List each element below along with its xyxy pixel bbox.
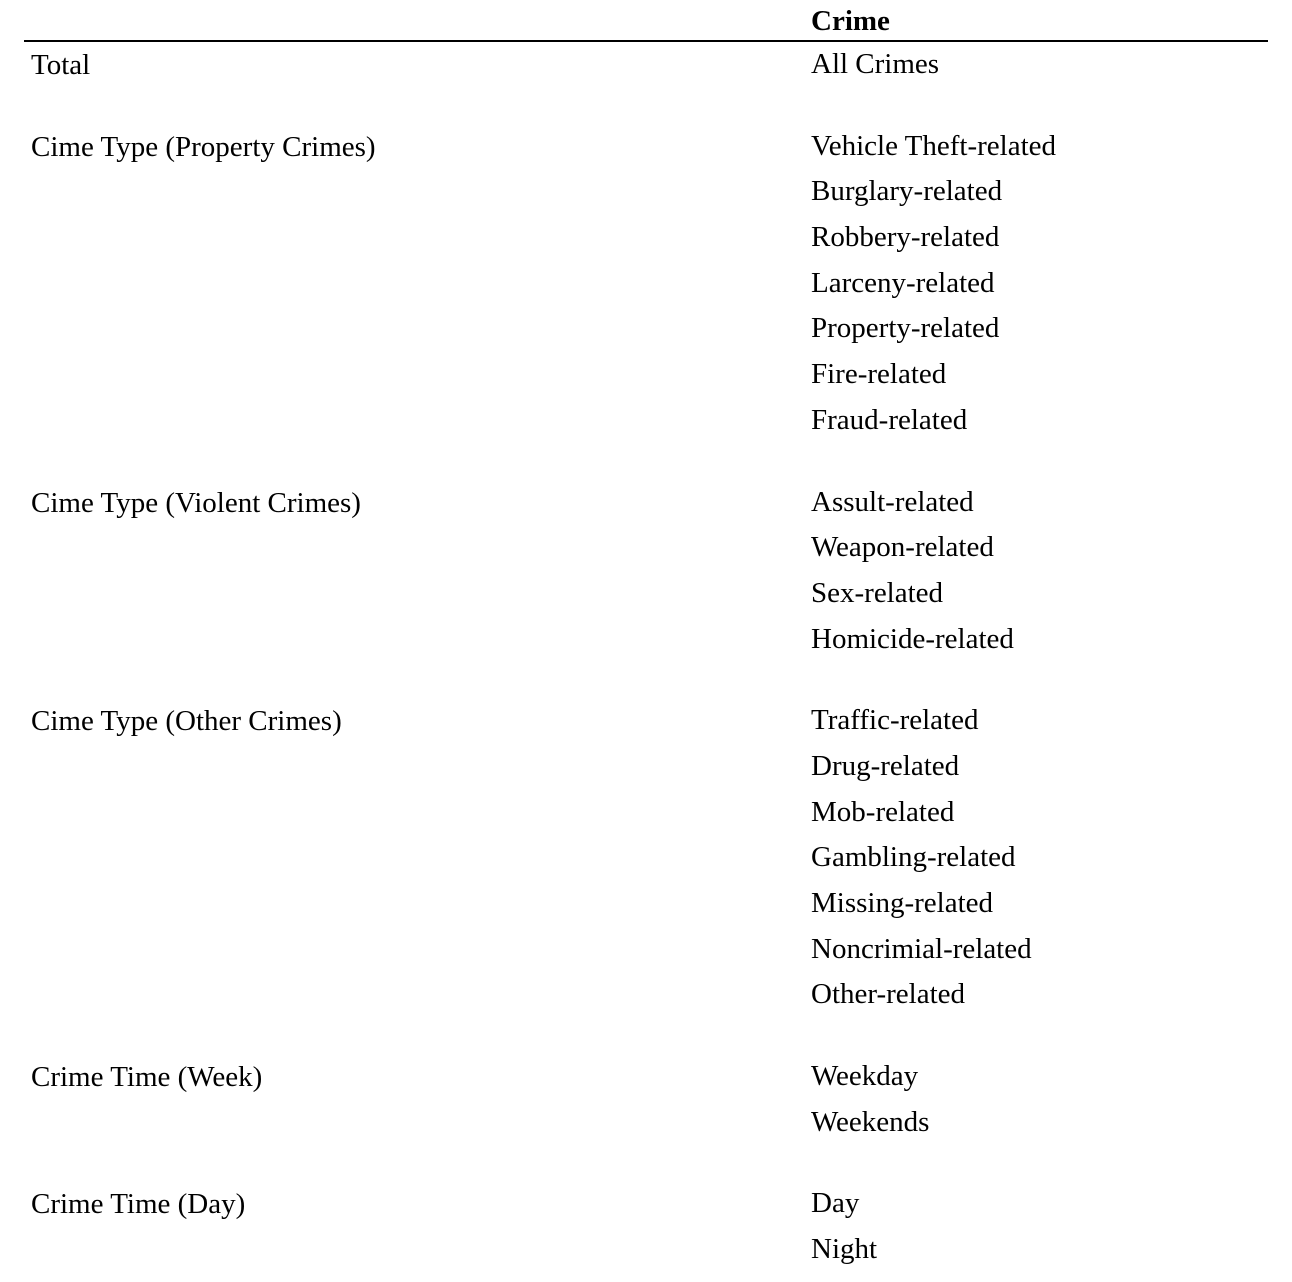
- crime-category-table: [24, 0, 1268, 1273]
- list-item: Traffic-related: [811, 704, 979, 737]
- group-spacer: [24, 88, 1268, 124]
- group-items: [811, 1054, 1268, 1145]
- group-items: [811, 124, 1268, 444]
- group-spacer: [24, 444, 1268, 480]
- group-label: Total: [31, 49, 91, 81]
- list-item: Homicide-related: [811, 622, 1014, 655]
- group-label: Crime Time (Week): [31, 1061, 263, 1094]
- list-item: Robbery-related: [811, 221, 1000, 254]
- table-body: [24, 42, 1268, 1273]
- group-items: [811, 42, 1268, 88]
- list-item: Fire-related: [811, 358, 947, 391]
- group-spacer: [24, 662, 1268, 698]
- group-spacer: [24, 1018, 1268, 1054]
- column-header-crime: Crime: [811, 5, 890, 37]
- table-group-total: [24, 42, 1268, 88]
- list-item: Weekends: [811, 1105, 930, 1138]
- list-item: Weekday: [811, 1060, 919, 1093]
- table-group-violent-crimes: [24, 480, 1268, 663]
- list-item: Noncrimial-related: [811, 932, 1032, 965]
- list-item: Other-related: [811, 978, 965, 1011]
- list-item: Property-related: [811, 312, 1000, 345]
- list-item: Weapon-related: [811, 531, 994, 564]
- list-item: Assult-related: [811, 485, 974, 518]
- list-item: Missing-related: [811, 887, 994, 919]
- list-item: Sex-related: [811, 576, 944, 609]
- list-item: Mob-related: [811, 795, 955, 828]
- group-items: [811, 480, 1268, 663]
- list-item: Gambling-related: [811, 841, 1016, 874]
- table-group-property-crimes: [24, 124, 1268, 444]
- list-item: Burglary-related: [811, 175, 1003, 208]
- table-group-other-crimes: [24, 698, 1268, 1018]
- group-label: Cime Type (Violent Crimes): [31, 486, 361, 519]
- list-item: Fraud-related: [811, 403, 968, 436]
- group-label: Cime Type (Other Crimes): [31, 705, 342, 738]
- group-label: Crime Time (Day): [31, 1188, 246, 1221]
- table-group-crime-time-day: [24, 1181, 1268, 1272]
- list-item: Vehicle Theft-related: [811, 129, 1057, 162]
- list-item: All Crimes: [811, 48, 940, 80]
- group-label: Cime Type (Property Crimes): [31, 130, 376, 163]
- list-item: Drug-related: [811, 749, 960, 782]
- group-items: [811, 1181, 1268, 1272]
- group-items: [811, 698, 1268, 1018]
- list-item: Day: [811, 1187, 860, 1220]
- list-item: Night: [811, 1233, 878, 1266]
- table-header-row: [24, 0, 1268, 42]
- table-group-crime-time-week: [24, 1054, 1268, 1145]
- group-spacer: [24, 1145, 1268, 1181]
- list-item: Larceny-related: [811, 266, 995, 299]
